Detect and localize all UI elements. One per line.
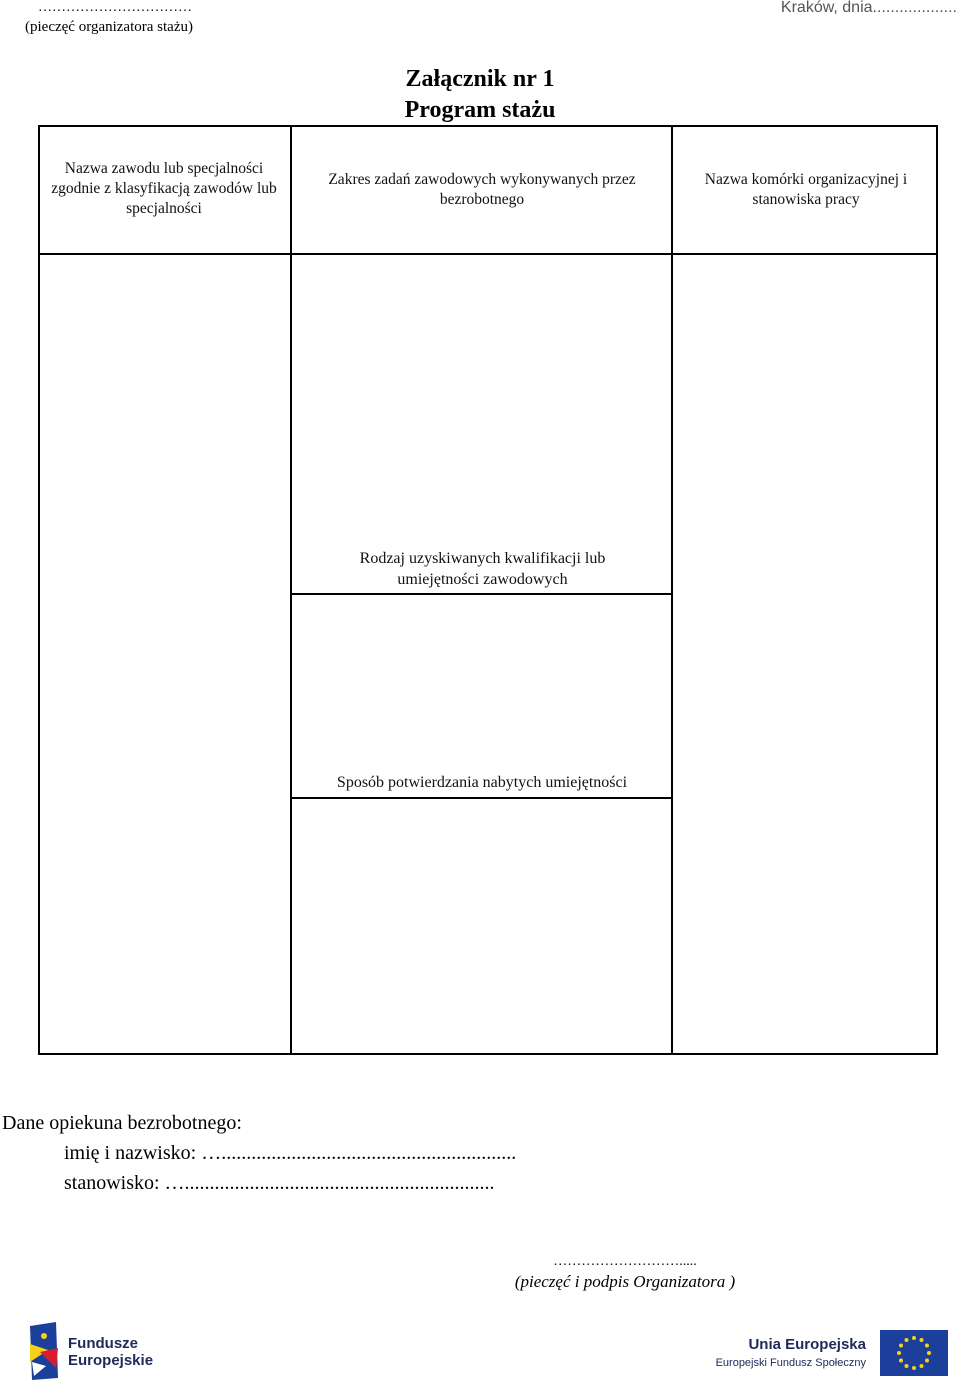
- qualifications-header: Rodzaj uzyskiwanych kwalifikacji lub umiejętności zawodowych: [359, 550, 606, 588]
- stamp-label: (pieczęć organizatora stażu): [25, 19, 193, 35]
- unia-europejska-logo: [715, 1330, 950, 1380]
- col3-header: Nazwa komórki organizacyjnej i stanowiska pracy: [704, 171, 908, 208]
- stamp-dots: ……………………………: [38, 0, 192, 15]
- col-divider-1: [290, 125, 292, 1055]
- program-title: Program stażu: [404, 97, 556, 123]
- fe-logo-line2: Europejskie: [68, 1352, 154, 1369]
- program-table: [38, 125, 938, 1055]
- attachment-title: Załącznik nr 1: [405, 66, 555, 92]
- eu-logo-line1: Unia Europejska: [748, 1336, 866, 1353]
- fe-flag-icon: [26, 1322, 62, 1380]
- supervisor-position-line: stanowisko: …..............................................................: [64, 1172, 495, 1194]
- supervisor-name-line: imię i nazwisko: …...........................................................: [64, 1142, 517, 1164]
- eu-logo-line2: Europejski Fundusz Społeczny: [715, 1357, 866, 1369]
- col-divider-2: [671, 125, 673, 1055]
- qualifications-divider: [290, 593, 673, 595]
- signature-dots: ……………………….....: [553, 1254, 697, 1269]
- fundusze-europejskie-logo: [24, 1322, 164, 1382]
- fe-logo-line1: Fundusze: [68, 1335, 138, 1352]
- header-row-divider: [38, 253, 938, 255]
- place-date: Kraków, dnia...................: [780, 0, 957, 16]
- col1-header: Nazwa zawodu lub specjalności zgodnie z klasyfikacją zawodów lub specjalności: [51, 160, 277, 217]
- confirmation-divider: [290, 797, 673, 799]
- supervisor-heading: Dane opiekuna bezrobotnego:: [2, 1112, 242, 1134]
- col2-header: Zakres zadań zawodowych wykonywanych przez bezrobotnego: [328, 171, 636, 208]
- confirmation-header: Sposób potwierdzania nabytych umiejętności: [336, 774, 628, 791]
- signature-label: (pieczęć i podpis Organizatora ): [514, 1272, 736, 1291]
- eu-flag-icon: [880, 1330, 948, 1376]
